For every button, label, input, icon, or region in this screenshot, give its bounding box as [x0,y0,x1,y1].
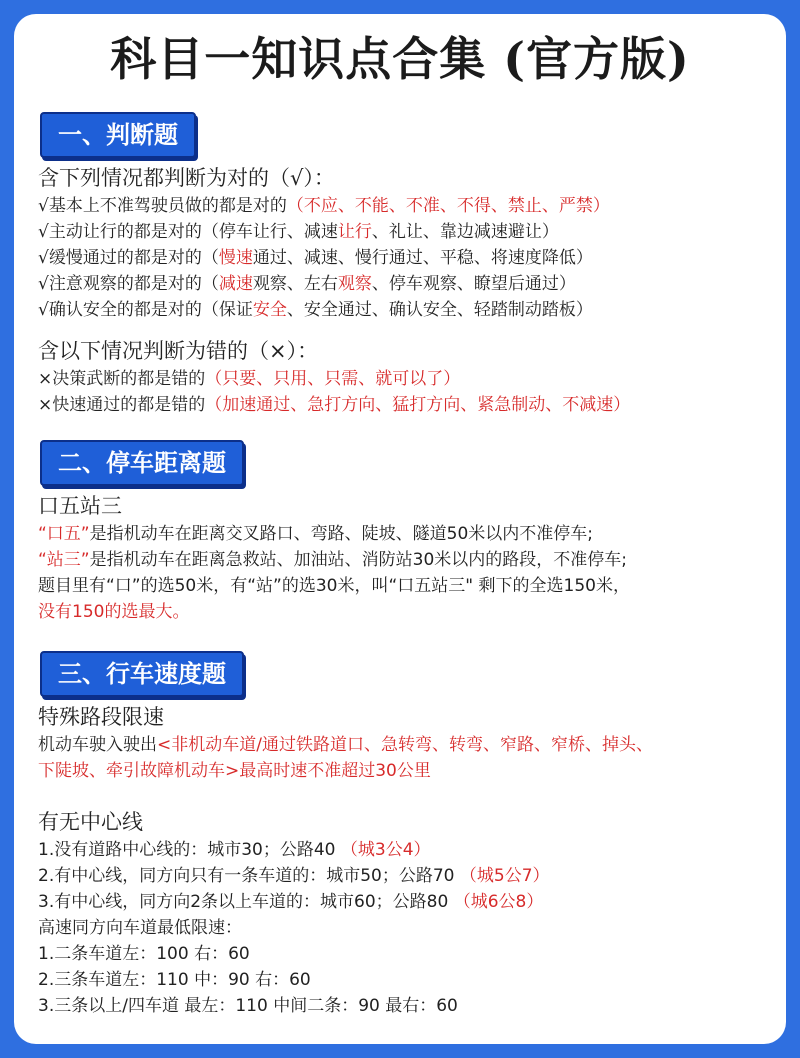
wrong-item: ×决策武断的都是错的（只要、只用、只需、就可以了） [38,369,461,389]
highway-item: 2.三条车道左：110 中：90 右：60 [38,970,311,990]
centerline-item: 3.有中心线，同方向2条以上车道的：城市60；公路80 （城6公8） [38,892,544,912]
parking-line: 没有150的选最大。 [38,602,190,622]
section-tag-judgement: 一、判断题 [40,112,196,158]
correct-heading: 含下列情况都判断为对的（√）： [38,166,335,190]
highway-item: 1.二条车道左：100 右：60 [38,944,250,964]
parking-line: 题目里有“口”的选50米，有“站”的选30米，叫“口五站三" 剩下的全选150米， [38,576,630,596]
highway-heading: 高速同方向车道最低限速： [38,918,242,938]
wrong-item: ×快速通过的都是错的（加速通过、急打方向、猛打方向、紧急制动、不减速） [38,395,631,415]
section-tag-speed: 三、行车速度题 [40,651,244,697]
correct-item: √确认安全的都是对的（保证安全、安全通过、确认安全、轻踏制动踏板） [38,300,593,320]
parking-heading: 口五站三 [38,494,122,518]
centerline-heading: 有无中心线 [38,810,143,834]
correct-item: √主动让行的都是对的（停车让行、减速让行、礼让、靠边减速避让） [38,222,559,242]
correct-item: √注意观察的都是对的（减速观察、左右观察、停车观察、瞭望后通过） [38,274,576,294]
special-speed-line: 机动车驶入驶出<非机动车道/通过铁路道口、急转弯、转弯、窄路、窄桥、掉头、 [38,735,653,755]
centerline-item: 1.没有道路中心线的：城市30；公路40 （城3公4） [38,840,431,860]
page-title: 科目一知识点合集 (官方版) [110,32,690,86]
section-tag-parking: 二、停车距离题 [40,440,244,486]
content-card [14,14,786,1044]
centerline-item: 2.有中心线，同方向只有一条车道的：城市50；公路70 （城5公7） [38,866,550,886]
correct-item: √基本上不准驾驶员做的都是对的（不应、不能、不准、不得、禁止、严禁） [38,196,610,216]
special-speed-line: 下陡坡、牵引故障机动车>最高时速不准超过30公里 [38,761,431,781]
parking-line: “站三”是指机动车在距离急救站、加油站、消防站30米以内的路段，不准停车; [38,550,627,570]
correct-item: √缓慢通过的都是对的（慢速通过、减速、慢行通过、平稳、将速度降低） [38,248,593,268]
special-speed-heading: 特殊路段限速 [38,705,164,729]
wrong-heading: 含以下情况判断为错的（×）： [38,339,319,363]
highway-item: 3.三条以上/四车道 最左：110 中间二条：90 最右：60 [38,996,458,1016]
parking-line: “口五”是指机动车在距离交叉路口、弯路、陡坡、隧道50米以内不准停车; [38,524,593,544]
